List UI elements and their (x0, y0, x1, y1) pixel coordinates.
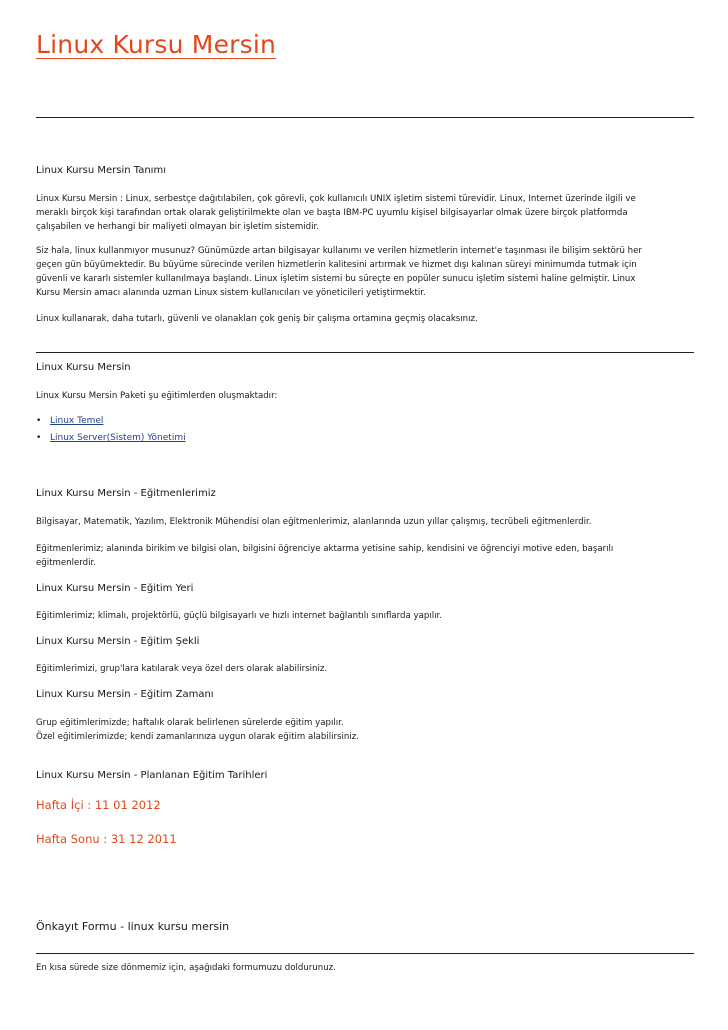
paragraph-egitim-sekli: Eğitimlerimizi, grup'lara katılarak veya özel ders olarak alabilirsiniz. (36, 664, 328, 674)
section-heading-egitim-sekli: Linux Kursu Mersin - Eğitim Şekli (36, 636, 200, 647)
text-line: Siz hala, linux kullanmıyor musunuz? Günümüzde artan bilgisayar kullanımı ve verilen hizmetlerin internet'e taşınması ile bilişim sektörü her (36, 246, 642, 256)
divider (36, 117, 694, 118)
divider (36, 352, 694, 353)
text-line: Grup eğitimlerimizde; haftalık olarak belirlenen sürelerde eğitim yapılır. (36, 718, 344, 728)
text-line: çalışabilen ve herhangi bir maliyeti olmayan bir işletim sistemidir. (36, 222, 319, 232)
text-line: Eğitmenlerimiz; alanında birikim ve bilgisi olan, bilgisini öğrenciye aktarma yetisine sahip, kendisini ve öğrenciyi motive eden, başarılı (36, 544, 614, 554)
paragraph-tanim-1 (36, 192, 694, 234)
paragraph-egitim-yeri: Eğitimlerimiz; klimalı, projektörlü, güçlü bilgisayarlı ve hızlı internet bağlantılı sınıflarda yapılır. (36, 611, 442, 621)
text-line: Linux Kursu Mersin : Linux, serbestçe dağıtılabilen, çok görevli, çok kullanıcılı UNIX işletim sistemi türevidir. Linux, Internet üzerinde ilgili ve (36, 194, 636, 204)
list-item (36, 416, 103, 426)
text-line: Kursu Mersin amacı alanında uzman Linux sistem kullanıcıları ve yöneticileri yetiştirmektir. (36, 288, 426, 298)
section-heading-paket: Linux Kursu Mersin (36, 362, 131, 373)
text-line: eğitmenlerdir. (36, 558, 96, 568)
section-heading-tanim: Linux Kursu Mersin Tanımı (36, 165, 166, 176)
weekday-date: Hafta İçi : 11 01 2012 (36, 798, 161, 812)
paragraph-onkayit: En kısa sürede size dönmemiz için, aşağıdaki formumuzu doldurunuz. (36, 963, 336, 973)
weekend-date: Hafta Sonu : 31 12 2011 (36, 832, 177, 846)
paragraph-egitmenler-1: Bilgisayar, Matematik, Yazılım, Elektronik Mühendisi olan eğitmenlerimiz, alanlarında uzun yıllar çalışmış, tecrübeli eğitmenlerdir. (36, 517, 592, 527)
paragraph-paket: Linux Kursu Mersin Paketi şu eğitimlerden oluşmaktadır: (36, 391, 278, 401)
link-linux-temel[interactable]: Linux Temel (50, 416, 104, 426)
divider (36, 953, 694, 954)
list-item (36, 433, 186, 443)
paragraph-egitmenler-2 (36, 542, 694, 570)
text-line: güvenli ve kararlı sistemler kullanılmaya başlandı. Linux işletim sistemi bu süreçte en popüler sunucu işletim sistemi haline gelmiştir. Linux (36, 274, 636, 284)
section-heading-egitmenler: Linux Kursu Mersin - Eğitmenlerimiz (36, 488, 216, 499)
bullet: • (36, 433, 42, 443)
site-title[interactable]: Linux Kursu Mersin (36, 30, 277, 59)
paragraph-egitim-zamani (36, 716, 694, 744)
text-line: geçen gün büyümektedir. Bu büyüme sürecinde verilen hizmetlerin kalitesini artırmak ve hizmet dışı kalınan süreyi minimumda tutmak için (36, 260, 637, 270)
paragraph-tanim-2 (36, 244, 694, 300)
link-linux-server[interactable]: Linux Server(Sistem) Yönetimi (50, 433, 186, 443)
section-heading-onkayit: Önkayıt Formu - linux kursu mersin (36, 920, 230, 933)
section-heading-tarihler: Linux Kursu Mersin - Planlanan Eğitim Tarihleri (36, 770, 268, 781)
section-heading-egitim-zamani: Linux Kursu Mersin - Eğitim Zamanı (36, 689, 214, 700)
text-line: Özel eğitimlerimizde; kendi zamanlarınıza uygun olarak eğitim alabilirsiniz. (36, 732, 359, 742)
paragraph-tanim-3: Linux kullanarak, daha tutarlı, güvenli ve olanakları çok geniş bir çalışma ortamına geçmiş olacaksınız. (36, 314, 478, 324)
text-line: meraklı birçok kişi tarafından ortak olarak geliştirilmekte olan ve başta IBM-PC uyumlu kişisel bilgisayarlar olmak üzere birçok platformda (36, 208, 628, 218)
bullet: • (36, 416, 42, 426)
section-heading-egitim-yeri: Linux Kursu Mersin - Eğitim Yeri (36, 583, 194, 594)
